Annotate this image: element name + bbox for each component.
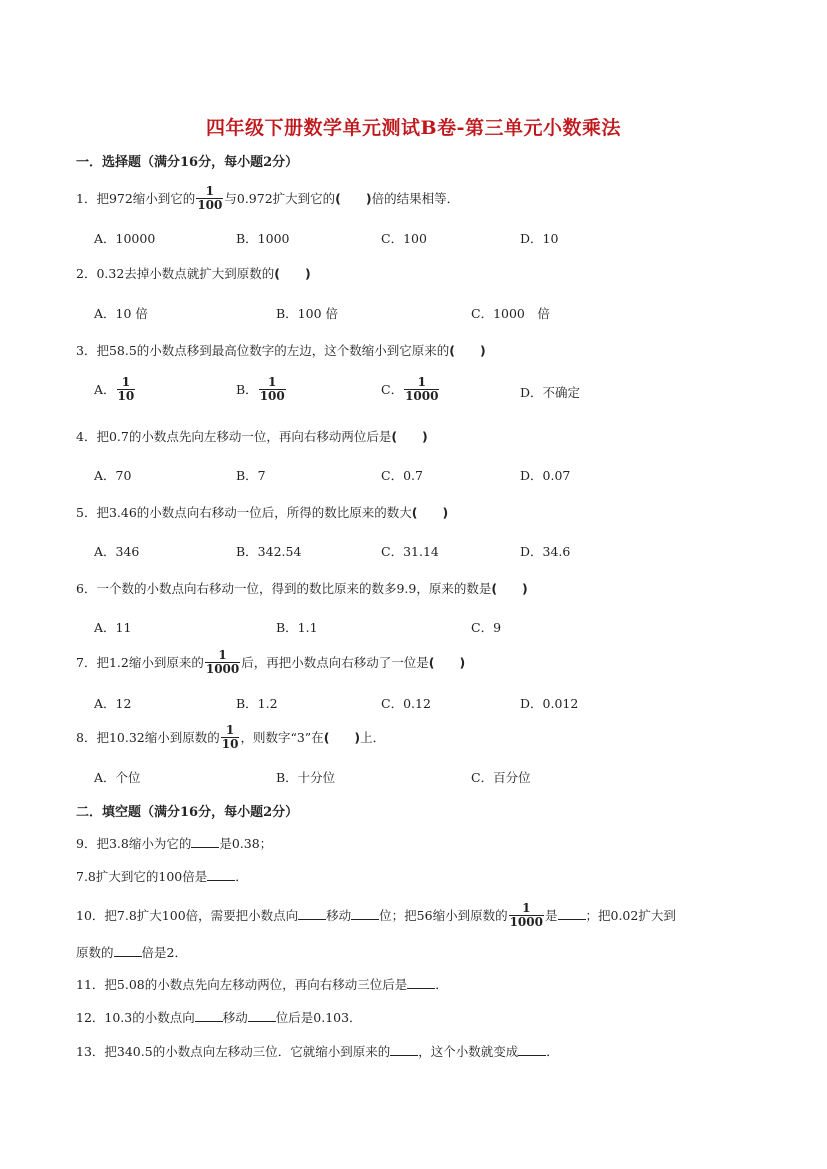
option-d: D．0.07 bbox=[520, 468, 571, 483]
question-8-text-a: 8．把10.32缩小到原数的 bbox=[76, 730, 220, 745]
option-a: A．个位 bbox=[94, 770, 141, 785]
question-13-text-a: 13．把340.5的小数点向左移动三位．它就缩小到原来的 bbox=[76, 1044, 391, 1059]
question-9 bbox=[76, 834, 272, 852]
fraction-numerator: 1 bbox=[522, 901, 531, 915]
fraction-denominator: 1000 bbox=[509, 915, 543, 929]
option-d: D．34.6 bbox=[520, 544, 571, 559]
option-d: D．0.012 bbox=[520, 696, 579, 711]
section-heading-choice: 一．选择题（满分16分，每小题2分） bbox=[76, 155, 299, 170]
option-letter: A． bbox=[94, 382, 116, 397]
question-8-text-c: 上． bbox=[360, 730, 386, 745]
option-a: A．10000 bbox=[94, 231, 156, 246]
option-letter: B． bbox=[236, 382, 258, 397]
option-b: B．342.54 bbox=[236, 544, 302, 559]
option-a: A．11 bbox=[94, 620, 132, 635]
option-b: B．7 bbox=[236, 468, 266, 483]
option-c bbox=[381, 377, 440, 404]
question-7-text-a: 7．把1.2缩小到原来的 bbox=[76, 655, 204, 670]
question-1 bbox=[76, 186, 459, 213]
question-10-text-f: 原数的 bbox=[76, 945, 114, 960]
question-7-text-b: 后，再把小数点向右移动了一位是 bbox=[241, 655, 429, 670]
answer-blank[interactable] bbox=[518, 1043, 546, 1056]
fraction-1-1000 bbox=[509, 902, 544, 929]
fraction-numerator: 1 bbox=[218, 648, 227, 662]
question-4 bbox=[76, 427, 428, 445]
question-10-text-c: 位；把56缩小到原数的 bbox=[379, 908, 508, 923]
question-8 bbox=[76, 725, 385, 752]
question-10-text-b: 移动 bbox=[326, 908, 352, 923]
question-12-text-b: 移动 bbox=[222, 1010, 248, 1025]
option-b: B．1.2 bbox=[236, 696, 278, 711]
answer-blank[interactable] bbox=[207, 868, 235, 881]
fraction-denominator: 10 bbox=[221, 737, 239, 751]
page-title: 四年级下册数学单元测试B卷-第三单元小数乘法 bbox=[206, 117, 621, 139]
question-2-text: 2．0.32去掉小数点就扩大到原数的 bbox=[76, 266, 275, 281]
option-a: A．70 bbox=[94, 468, 132, 483]
question-5 bbox=[76, 503, 448, 521]
option-a: A．346 bbox=[94, 544, 140, 559]
fraction-denominator: 100 bbox=[197, 198, 223, 212]
question-10-text-a: 10．把7.8扩大100倍，需要把小数点向 bbox=[76, 908, 299, 923]
option-b bbox=[236, 377, 287, 404]
fraction-denominator: 1000 bbox=[205, 662, 240, 676]
answer-blank[interactable] bbox=[558, 907, 586, 920]
answer-parentheses: ( ) bbox=[335, 191, 372, 206]
answer-blank[interactable] bbox=[298, 907, 326, 920]
fraction-numerator: 1 bbox=[225, 723, 235, 737]
question-4-text: 4．把0.7的小数点先向左移动一位，再向右移动两位后是 bbox=[76, 429, 392, 444]
question-13 bbox=[76, 1042, 559, 1060]
option-a: A．10 倍 bbox=[94, 306, 148, 321]
question-13-text-c: ． bbox=[546, 1044, 559, 1059]
fraction-1-1000 bbox=[404, 376, 439, 403]
fraction-1-1000 bbox=[205, 649, 240, 676]
question-7 bbox=[76, 650, 465, 677]
option-c: C．1000 倍 bbox=[471, 306, 550, 321]
answer-parentheses: ( ) bbox=[274, 266, 311, 281]
option-c: C．9 bbox=[471, 620, 502, 635]
question-12-text-a: 12．10.3的小数点向 bbox=[76, 1010, 195, 1025]
question-1-text-a: 1．把972缩小到它的 bbox=[76, 191, 196, 206]
answer-blank[interactable] bbox=[191, 835, 219, 848]
question-10-line-2 bbox=[76, 943, 187, 961]
option-b: B．1000 bbox=[236, 231, 290, 246]
fraction-numerator: 1 bbox=[121, 375, 131, 389]
question-8-text-b: ，则数字“3”在 bbox=[240, 730, 324, 745]
fraction-denominator: 1000 bbox=[405, 389, 439, 403]
answer-parentheses: ( ) bbox=[449, 343, 486, 358]
answer-blank[interactable] bbox=[390, 1043, 418, 1056]
question-13-text-b: ，这个小数就变成 bbox=[418, 1044, 519, 1059]
option-d: D．10 bbox=[520, 231, 559, 246]
question-9-text-c: 7.8扩大到它的100倍是 bbox=[76, 869, 208, 884]
option-b: B．1.1 bbox=[276, 620, 318, 635]
section-heading-fill: 二．填空题（满分16分，每小题2分） bbox=[76, 805, 299, 820]
fraction-denominator: 10 bbox=[117, 389, 135, 403]
question-1-text-b: 与0.972扩大到它的 bbox=[224, 191, 336, 206]
fraction-numerator: 1 bbox=[268, 375, 277, 389]
answer-parentheses: ( ) bbox=[323, 730, 361, 745]
option-c: C．31.14 bbox=[381, 544, 439, 559]
question-2 bbox=[76, 264, 311, 282]
answer-parentheses: ( ) bbox=[428, 655, 466, 670]
question-6 bbox=[76, 579, 528, 597]
question-10-text-e: ；把0.02扩大到 bbox=[585, 908, 676, 923]
answer-blank[interactable] bbox=[195, 1009, 223, 1022]
option-a bbox=[94, 377, 136, 404]
question-12 bbox=[76, 1008, 362, 1026]
answer-parentheses: ( ) bbox=[491, 581, 528, 596]
question-9-line-2 bbox=[76, 867, 248, 885]
answer-blank[interactable] bbox=[248, 1009, 276, 1022]
question-5-text: 5．把3.46的小数点向右移动一位后，所得的数比原来的数大 bbox=[76, 505, 412, 520]
fraction-numerator: 1 bbox=[205, 184, 215, 198]
question-9-text-b: 是0.38； bbox=[219, 836, 273, 851]
option-d: D．不确定 bbox=[520, 385, 581, 400]
option-letter: C． bbox=[381, 382, 404, 397]
question-10-text-d: 是 bbox=[544, 908, 558, 923]
question-10 bbox=[76, 903, 676, 930]
question-1-text-c: 倍的结果相等． bbox=[371, 191, 460, 206]
fraction-1-100 bbox=[259, 376, 286, 403]
fraction-1-10 bbox=[221, 724, 240, 751]
fraction-1-100 bbox=[196, 185, 223, 212]
question-11-text-a: 11．把5.08的小数点先向左移动两位，再向右移动三位后是 bbox=[76, 977, 408, 992]
option-c: C．0.12 bbox=[381, 696, 431, 711]
answer-blank[interactable] bbox=[407, 976, 435, 989]
question-12-text-c: 位后是0.103． bbox=[275, 1010, 362, 1025]
option-c: C．100 bbox=[381, 231, 427, 246]
question-6-text: 6．一个数的小数点向右移动一位，得到的数比原来的数多9.9，原来的数是 bbox=[76, 581, 492, 596]
question-3 bbox=[76, 341, 486, 359]
question-3-text: 3．把58.5的小数点移到最高位数字的左边，这个数缩小到它原来的 bbox=[76, 343, 450, 358]
question-9-text-d: ． bbox=[235, 869, 248, 884]
option-a: A．12 bbox=[94, 696, 132, 711]
question-11-text-b: ． bbox=[435, 977, 448, 992]
option-b: B．100 倍 bbox=[276, 306, 339, 321]
option-c: C．0.7 bbox=[381, 468, 423, 483]
fraction-numerator: 1 bbox=[417, 375, 426, 389]
fraction-1-10 bbox=[117, 376, 136, 403]
option-c: C．百分位 bbox=[471, 770, 531, 785]
answer-parentheses: ( ) bbox=[391, 429, 428, 444]
answer-blank[interactable] bbox=[351, 907, 379, 920]
answer-blank[interactable] bbox=[114, 944, 142, 957]
fraction-denominator: 100 bbox=[259, 389, 285, 403]
option-b: B．十分位 bbox=[276, 770, 336, 785]
answer-parentheses: ( ) bbox=[411, 505, 449, 520]
question-9-text-a: 9．把3.8缩小为它的 bbox=[76, 836, 192, 851]
question-10-text-g: 倍是2． bbox=[141, 945, 187, 960]
question-11 bbox=[76, 975, 448, 993]
